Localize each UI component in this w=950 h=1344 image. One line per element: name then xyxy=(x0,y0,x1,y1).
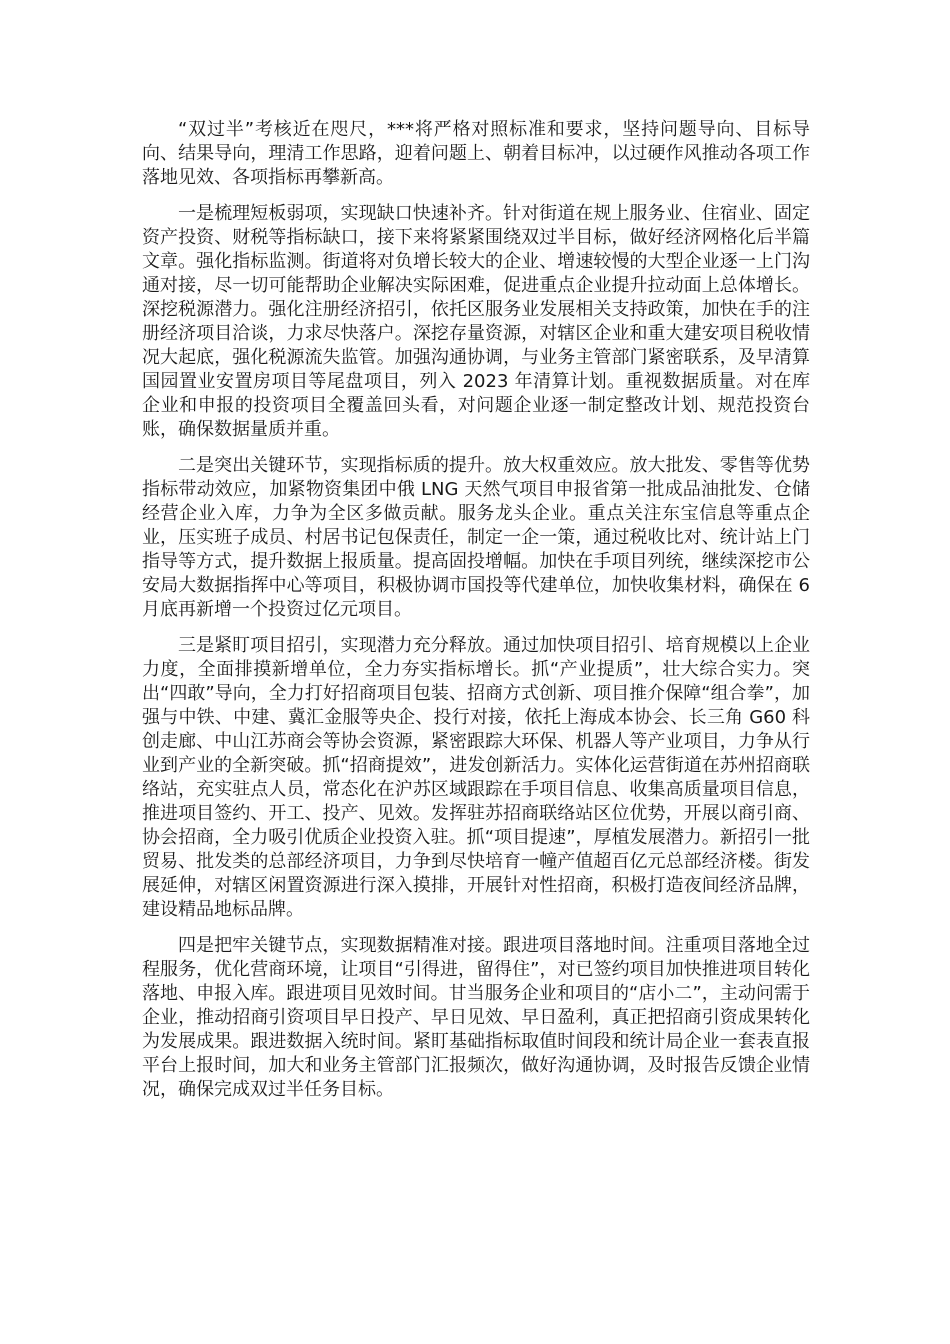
paragraph-4-key-nodes: 四是把牢关键节点，实现数据精准对接。跟进项目落地时间。注重项目落地全过程服务，优化营商环境，让项目“引得进，留得住”，对已签约项目加快推进项目转化落地、申报入库。跟进项目见效时间。甘当服务企业和项目的“店小二”，主动问需于企业，推动招商引资项目早日投产、早日见效、早日盈利，真正把招商引资成果转化为发展成果。跟进数据入统时间。紧盯基础指标取值时间段和统计局企业一套表直报平台上报时间，加大和业务主管部门汇报频次，做好沟通协调，及时报告反馈企业情况，确保完成双过半任务目标。 xyxy=(142,935,810,1100)
document-body xyxy=(142,118,810,1114)
paragraph-2-key-links: 二是突出关键环节，实现指标质的提升。放大权重效应。放大批发、零售等优势指标带动效应，加紧物资集团中俄 LNG 天然气项目申报省第一批成品油批发、仓储经营企业入库，力争为全区多做贡献。服务龙头企业。重点关注东宝信息等重点企业，压实班子成员、村居书记包保责任，制定一企一策，通过税收比对、统计站上门指导等方式，提升数据上报质量。提高固投增幅。加快在手项目列统，继续深挖市公安局大数据指挥中心等项目，积极协调市国投等代建单位，加快收集材料，确保在 6 月底再新增一个投资过亿元项目。 xyxy=(142,455,810,620)
paragraph-3-project-attraction: 三是紧盯项目招引，实现潜力充分释放。通过加快项目招引、培育规模以上企业力度，全面排摸新增单位，全力夯实指标增长。抓“产业提质”，壮大综合实力。突出“四敢”导向，全力打好招商项目包装、招商方式创新、项目推介保障“组合拳”，加强与中铁、中建、冀汇金服等央企、投行对接，依托上海成本协会、长三角 G60 科创走廊、中山江苏商会等协会资源，紧密跟踪大环保、机器人等产业项目，力争从行业到产业的全新突破。抓“招商提效”，进发创新活力。实体化运营街道在苏州招商联络站，充实驻点人员，常态化在沪苏区域跟踪在手项目信息、收集高质量项目信息，推进项目签约、开工、投产、见效。发挥驻苏招商联络站区位优势，开展以商引商、协会招商，全力吸引优质企业投资入驻。抓“项目提速”，厚植发展潜力。新招引一批贸易、批发类的总部经济项目，力争到尽快培育一幢产值超百亿元总部经济楼。街发展延伸，对辖区闲置资源进行深入摸排，开展针对性招商，积极打造夜间经济品牌，建设精品地标品牌。 xyxy=(142,635,810,920)
paragraph-intro: “双过半”考核近在咫尺，***将严格对照标准和要求，坚持问题导向、目标导向、结果导向，理清工作思路，迎着问题上、朝着目标冲，以过硬作风推动各项工作落地见效、各项指标再攀新高。 xyxy=(142,119,810,188)
paragraph-1-shortfalls: 一是梳理短板弱项，实现缺口快速补齐。针对街道在规上服务业、住宿业、固定资产投资、财税等指标缺口，接下来将紧紧围绕双过半目标，做好经济网格化后半篇文章。强化指标监测。街道将对负增长较大的企业、增速较慢的大型企业逐一上门沟通对接，尽一切可能帮助企业解决实际困难，促进重点企业提升拉动面上总体增长。深挖税源潜力。强化注册经济招引，依托区服务业发展相关支持政策，加快在手的注册经济项目洽谈，力求尽快落户。深挖存量资源，对辖区企业和重大建安项目税收情况大起底，强化税源流失监管。加强沟通协调，与业务主管部门紧密联系，及早清算国园置业安置房项目等尾盘项目，列入 2023 年清算计划。重视数据质量。对在库企业和申报的投资项目全覆盖回头看，对问题企业逐一制定整改计划、规范投资台账，确保数据量质并重。 xyxy=(142,203,810,440)
